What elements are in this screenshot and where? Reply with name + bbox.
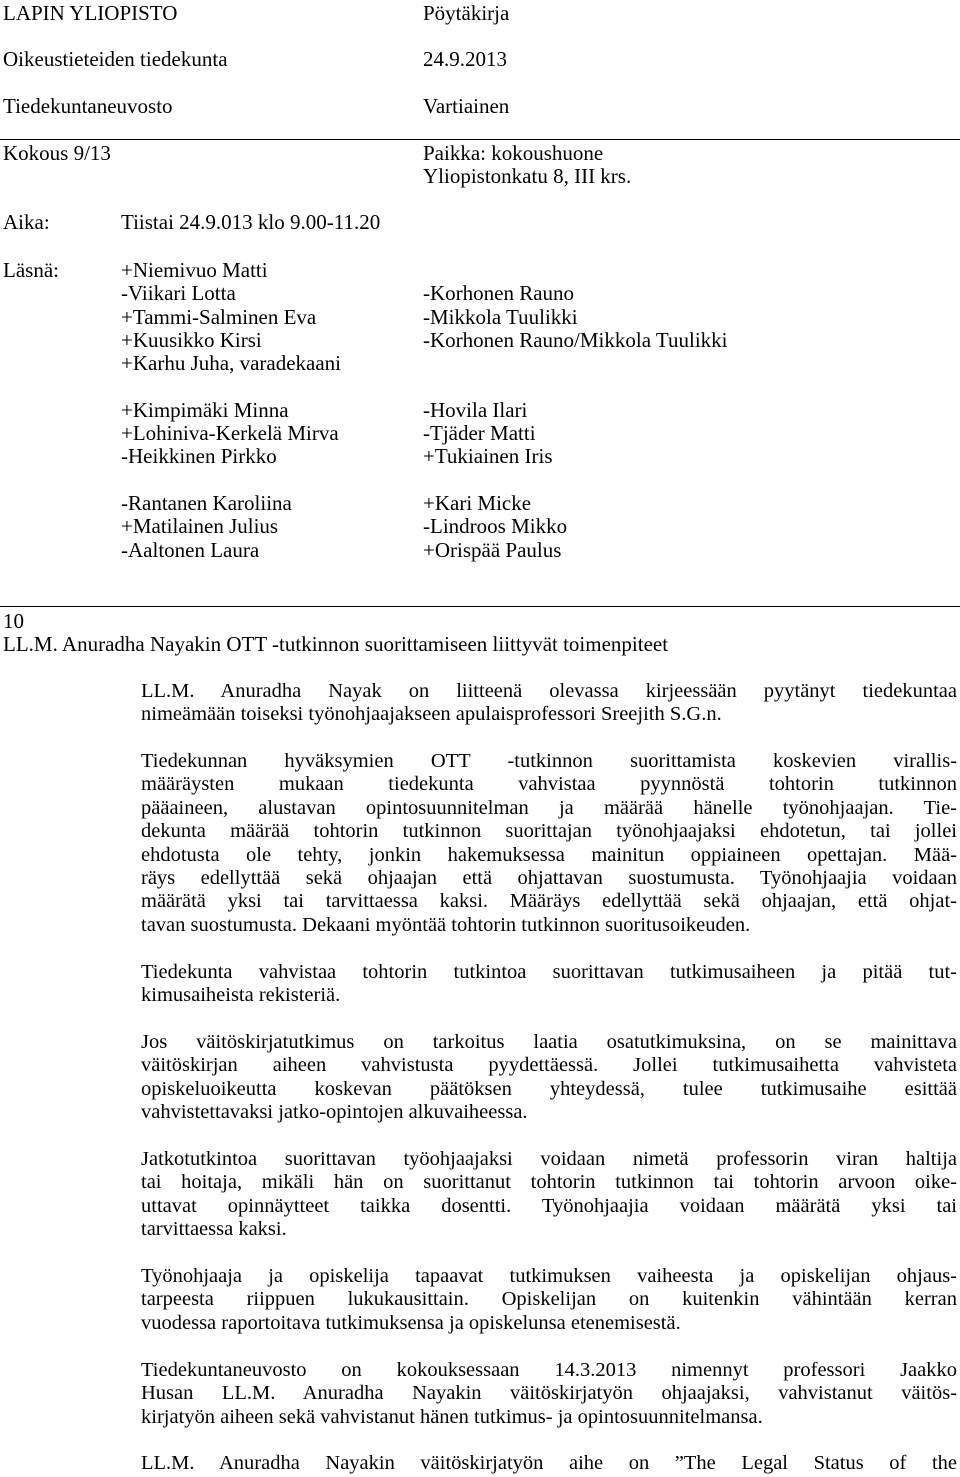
attendee-left: +Matilainen Julius	[121, 514, 279, 538]
paragraph-line: Tiedekuntaneuvosto on kokouksessaan 14.3.2013 nimennyt professori Jaakko	[141, 1359, 957, 1381]
paragraph-supervisors	[141, 1148, 957, 1242]
paragraph-line: uttavat opinnäytteet taikka dosentti. Työnohjaajia voidaan määrätä yksi tai	[141, 1194, 957, 1217]
attendee-left: +Tammi-Salminen Eva	[121, 305, 317, 329]
paragraph-thesis-topic	[141, 1452, 957, 1475]
attendee-left: -Heikkinen Pirkko	[121, 444, 277, 468]
paragraph-line: Tiedekunta vahvistaa tohtorin tutkintoa suorittavan tutkimusaiheen ja pitää tut-	[141, 961, 957, 983]
faculty-name: Oikeustieteiden tiedekunta	[3, 47, 228, 71]
attendee-right: +Kari Micke	[423, 491, 532, 515]
paragraph-line: väitöskirjan aiheen vahvistusta pyydettäessä. Jollei tutkimusaihetta vahvisteta	[141, 1054, 957, 1077]
paragraph-line: tavan suostumusta. Dekaani myöntää tohtorin tutkinnon suoritusoikeuden.	[141, 913, 751, 936]
paragraph-line: pääaineen, alustavan opintosuunnitelman ja määrää hänelle työnohjaajan. Tie-	[141, 796, 957, 819]
paragraph-meetings	[141, 1265, 957, 1335]
attendee-right: -Hovila Ilari	[423, 398, 528, 422]
attendee-left: +Lohiniva-Kerkelä Mirva	[121, 421, 339, 445]
attendee-right: -Korhonen Rauno/Mikkola Tuulikki	[423, 328, 728, 352]
time-label: Aika:	[3, 210, 50, 234]
paragraph-line: LL.M. Anuradha Nayakin väitöskirjatyön aihe on ”The Legal Status of the	[141, 1452, 957, 1474]
meeting-place-line1: Paikka: kokoushuone	[423, 141, 604, 165]
paragraph-line: Työnohjaaja ja opiskelija tapaavat tutkimuksen vaiheesta ja opiskelijan ohjaus-	[141, 1265, 957, 1287]
paragraph-line: vuodessa raportoitava tutkimuksensa ja opiskelunsa etenemisestä.	[141, 1311, 681, 1334]
attendee-left: +Kuusikko Kirsi	[121, 328, 262, 352]
paragraph-line: vahvistettavaksi jatko-opintojen alkuvaiheessa.	[141, 1101, 528, 1124]
attendee-left: +Kimpimäki Minna	[121, 398, 289, 422]
attendee-right: -Mikkola Tuulikki	[423, 305, 578, 329]
paragraph-line: nimeämään toiseksi työnohjaajakseen apulaisprofessori Sreejith S.G.n.	[141, 703, 722, 726]
paragraph-regulations	[141, 750, 957, 937]
paragraph-line: määrätä yksi tai tarvittaessa kaksi. Määräys edellyttää sekä ohjaajan, että ohjat-	[141, 890, 957, 913]
attendee-left: +Karhu Juha, varadekaani	[121, 351, 341, 375]
attendee-left: -Viikari Lotta	[121, 281, 236, 305]
time-value: Tiistai 24.9.013 klo 9.00-11.20	[121, 210, 381, 234]
paragraph-line: Jatkotutkintoa suorittavan työohjaajaksi voidaan nimetä professorin viran haltija	[141, 1148, 957, 1170]
paragraph-line: räys edellyttää sekä ohjaajan että ohjattavan suostumusta. Työnohjaajia voidaan	[141, 867, 957, 890]
attendee-right: +Tukiainen Iris	[423, 444, 553, 468]
paragraph-line: Jos väitöskirjatutkimus on tarkoitus laatia osatutkimuksina, on se mainittava	[141, 1031, 957, 1053]
meeting-place-line2: Yliopistonkatu 8, III krs.	[423, 164, 632, 188]
council-name: Tiedekuntaneuvosto	[3, 94, 173, 118]
header-divider	[0, 139, 960, 140]
university-name: LAPIN YLIOPISTO	[3, 1, 178, 25]
attendee-left: +Niemivuo Matti	[121, 258, 268, 282]
paragraph-request	[141, 680, 957, 727]
attendee-left: -Rantanen Karoliina	[121, 491, 292, 515]
minute-keeper: Vartiainen	[423, 94, 510, 118]
meeting-number: Kokous 9/13	[3, 141, 111, 165]
document-type: Pöytäkirja	[423, 1, 510, 25]
paragraph-line: kirjatyön aiheen sekä vahvistanut hänen tutkimus- ja opintosuunnitelmansa.	[141, 1405, 763, 1428]
paragraph-line: tarvittaessa kaksi.	[141, 1218, 287, 1241]
paragraph-line: opiskeluoikeutta koskevan päätöksen yhteydessä, tulee tutkimusaihe esittää	[141, 1077, 957, 1100]
attendee-right: -Lindroos Mikko	[423, 514, 568, 538]
attendee-right: +Orispää Paulus	[423, 538, 562, 562]
attendee-left: -Aaltonen Laura	[121, 538, 260, 562]
section-divider	[0, 606, 960, 607]
paragraph-council-decision	[141, 1359, 957, 1429]
paragraph-line: määräysten mukaan tiedekunta vahvistaa pyynnöstä tohtorin tutkinnon	[141, 773, 957, 796]
attendee-right: -Tjäder Matti	[423, 421, 536, 445]
attendance-label: Läsnä:	[3, 258, 59, 282]
paragraph-topic-register	[141, 961, 957, 1008]
document-date: 24.9.2013	[423, 47, 507, 71]
paragraph-line: tarpeesta riippuen lukukausittain. Opiskelijan on kuitenkin vähintään kerran	[141, 1288, 957, 1311]
paragraph-sub-studies	[141, 1031, 957, 1125]
paragraph-line: Husan LL.M. Anuradha Nayakin väitöskirjatyön ohjaajaksi, vahvistanut väitös-	[141, 1382, 957, 1405]
paragraph-line: tai hoitaja, mikäli hän on suorittanut tohtorin tutkinnon tai tohtorin arvoon oike-	[141, 1171, 957, 1194]
section-title: LL.M. Anuradha Nayakin OTT -tutkinnon suorittamiseen liittyvät toimenpiteet	[3, 632, 669, 656]
section-number: 10	[3, 609, 24, 633]
paragraph-line: dekunta määrää tohtorin tutkinnon suorittajan työnohjaajaksi ehdotetun, tai jollei	[141, 820, 957, 843]
paragraph-line: kimusaiheista rekisteriä.	[141, 984, 341, 1007]
paragraph-line: Tiedekunnan hyväksymien OTT -tutkinnon suorittamista koskevien virallis-	[141, 750, 957, 772]
paragraph-line: LL.M. Anuradha Nayak on liitteenä olevassa kirjeessään pyytänyt tiedekuntaa	[141, 680, 957, 702]
attendee-right: -Korhonen Rauno	[423, 281, 575, 305]
paragraph-line: ehdotusta ole tehty, jonkin hakemuksessa mainitun oppiaineen opettajan. Mää-	[141, 843, 957, 866]
